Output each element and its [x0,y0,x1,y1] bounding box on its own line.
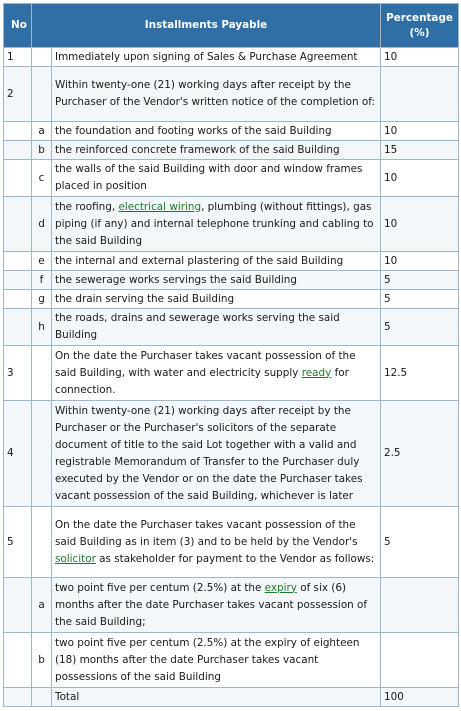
row-description: Within twenty-one (21) working days after receipt by the Purchaser or the Purchaser's solicitors of the separate document of title to the said Lot together with a valid and registrable Memorandum of Transfer to the Purchaser duly executed by the Vendor or on the date the Purchaser takes vacant possession of the said Building, whichever is later [52,401,381,507]
table-row [4,346,459,401]
row-sub-letter: b [32,633,52,688]
row-sub-letter: c [32,160,52,197]
row-sub-letter: f [32,271,52,290]
row-description: Within twenty-one (21) working days after receipt by the Purchaser of the Vendor's written notice of the completion of: [52,67,381,122]
row-text-before: On the date the Purchaser takes vacant possession of the said Building as in item (3) and to be held by the Vendor's [55,518,358,548]
row-sub-letter: e [32,252,52,271]
row-percentage: 5 [381,507,459,578]
row-description: the reinforced concrete framework of the said Building [52,141,381,160]
row-number [4,197,32,252]
row-number: 2 [4,67,32,122]
row-sub-letter [32,401,52,507]
row-number [4,309,32,346]
table-row [4,141,459,160]
row-text-after: as stakeholder for payment to the Vendor as follows: [95,552,375,565]
row-description: the drain serving the said Building [52,290,381,309]
header-percentage-line1: Percentage [386,11,453,24]
table-row [4,48,459,67]
expiry-link[interactable]: expiry [264,581,297,594]
row-number [4,271,32,290]
header-percentage [381,4,459,48]
row-number: 3 [4,346,32,401]
table-row [4,578,459,633]
table-row [4,160,459,197]
table-row [4,252,459,271]
table-row [4,122,459,141]
table-header-row [4,4,459,48]
total-percentage: 100 [381,688,459,707]
row-description: the sewerage works servings the said Building [52,271,381,290]
table-row [4,197,459,252]
row-number [4,141,32,160]
row-sub-letter [32,48,52,67]
row-description: the roads, drains and sewerage works serving the said Building [52,309,381,346]
row-percentage [381,633,459,688]
row-sub-letter [32,688,52,707]
row-percentage: 5 [381,309,459,346]
row-percentage: 10 [381,197,459,252]
total-label: Total [52,688,381,707]
ready-link[interactable]: ready [301,366,332,379]
row-description: two point five per centum (2.5%) at the expiry of eighteen (18) months after the date Purchaser takes vacant possessions of the said Building [52,633,381,688]
row-percentage [381,67,459,122]
table-row [4,67,459,122]
row-percentage: 5 [381,271,459,290]
total-row [4,688,459,707]
row-percentage [381,578,459,633]
row-percentage: 10 [381,48,459,67]
row-sub-letter [32,67,52,122]
row-percentage: 15 [381,141,459,160]
row-text-before: two point five per centum (2.5%) at the [55,581,265,594]
row-number [4,688,32,707]
row-sub-letter: b [32,141,52,160]
row-sub-letter [32,507,52,578]
installments-table [3,3,459,707]
table-row [4,271,459,290]
electrical-wiring-link[interactable]: electrical wiring [118,200,202,213]
table-row [4,290,459,309]
row-description: Immediately upon signing of Sales & Purchase Agreement [52,48,381,67]
row-text-before: On the date the Purchaser takes vacant possession of the said Building, with water and electricity supply [55,349,356,379]
table-row [4,633,459,688]
row-number [4,122,32,141]
row-text-after: of six (6) months after the date Purchaser takes vacant possession of the said Building; [55,581,368,628]
row-number [4,160,32,197]
row-percentage: 5 [381,290,459,309]
row-percentage: 10 [381,122,459,141]
row-description: the internal and external plastering of the said Building [52,252,381,271]
row-description: the foundation and footing works of the said Building [52,122,381,141]
row-description: the walls of the said Building with door and window frames placed in position [52,160,381,197]
row-description [52,578,381,633]
row-number: 5 [4,507,32,578]
row-text-before: the roofing, [55,200,119,213]
header-installments: Installments Payable [32,4,381,48]
table-row [4,309,459,346]
row-number: 4 [4,401,32,507]
table-row [4,401,459,507]
row-number [4,578,32,633]
row-sub-letter [32,346,52,401]
row-sub-letter: a [32,578,52,633]
row-number: 1 [4,48,32,67]
row-sub-letter: d [32,197,52,252]
row-description [52,197,381,252]
row-percentage: 10 [381,160,459,197]
row-sub-letter: h [32,309,52,346]
solicitor-link[interactable]: solicitor [55,552,96,565]
row-description [52,507,381,578]
row-number [4,633,32,688]
row-percentage: 10 [381,252,459,271]
header-no: No [4,4,32,48]
row-percentage: 12.5 [381,346,459,401]
row-sub-letter: a [32,122,52,141]
row-number [4,252,32,271]
table-row [4,507,459,578]
row-text-after: , plumbing (without fittings), gas piping (if any) and internal telephone trunking and cabling to the said Building [55,200,374,247]
row-percentage: 2.5 [381,401,459,507]
row-text-after: for connection. [55,366,349,396]
header-percentage-line2: (%) [409,26,430,39]
row-description [52,346,381,401]
row-sub-letter: g [32,290,52,309]
row-number [4,290,32,309]
